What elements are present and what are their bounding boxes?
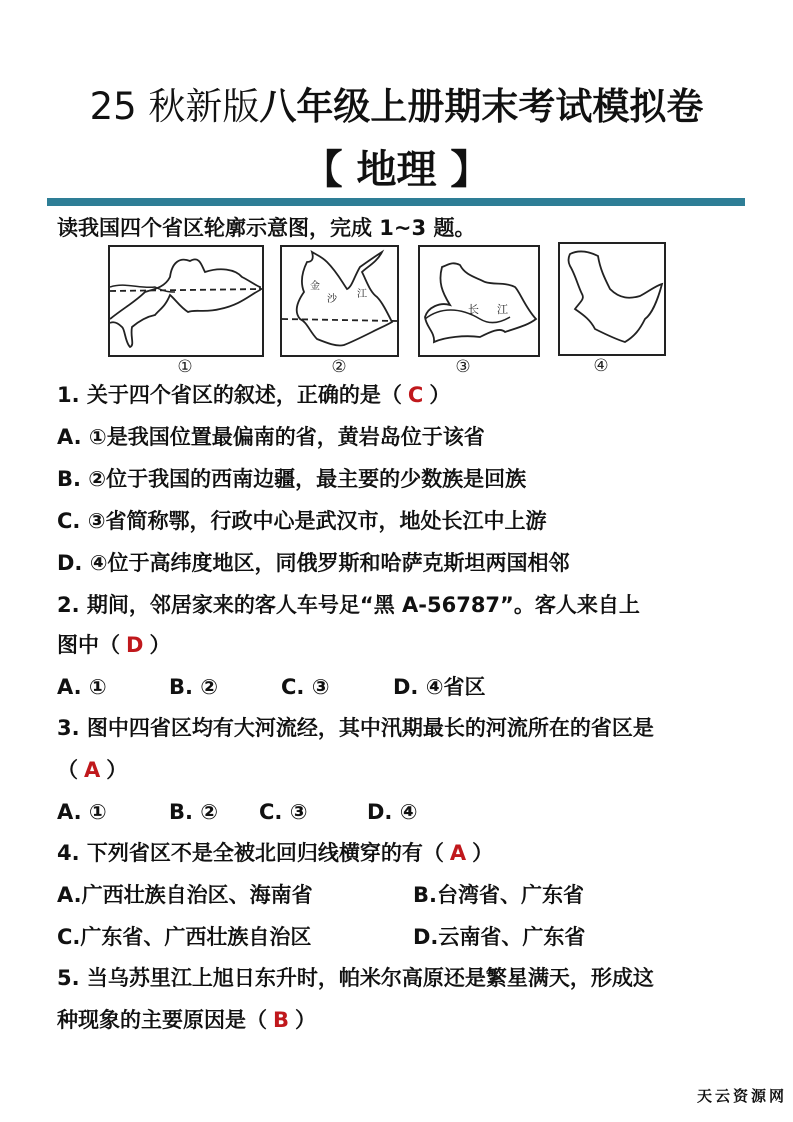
question-3-option-d: D. ④	[367, 800, 418, 824]
map-2-outline-icon	[282, 247, 397, 355]
question-4-option-a: A.广西壮族自治区、海南省	[57, 883, 313, 907]
answer-1: C	[407, 383, 424, 407]
svg-text:长: 长	[468, 303, 479, 316]
intro-text: 读我国四个省区轮廓示意图，完成 1~3 题。	[57, 216, 476, 240]
question-3: 3. 图中四省区均有大河流经，其中汛期最长的河流所在的省区是	[57, 716, 654, 740]
svg-text:江: 江	[357, 289, 367, 300]
header-divider	[47, 198, 745, 206]
watermark: 天云资源网	[696, 1087, 787, 1105]
question-1-option-a: A. ①是我国位置最偏南的省，黄岩岛位于该省	[57, 425, 485, 449]
title-main: 八年级上册期末考试模拟卷	[259, 85, 704, 128]
question-5-line2: 种现象的主要原因是（ B ）	[57, 1008, 317, 1032]
map-1-outline-icon	[110, 247, 262, 355]
question-4-option-b: B.台湾省、广东省	[413, 883, 584, 907]
question-3-option-a: A. ①	[57, 800, 107, 824]
question-3-option-b: B. ②	[169, 800, 219, 824]
title-prefix: 25 秋新版	[89, 85, 260, 128]
document-title	[0, 82, 793, 132]
question-2: 2. 期间，邻居家来的客人车号足“黑 A-56787”。客人来自上	[57, 593, 640, 617]
map-4-outline-icon	[560, 244, 664, 354]
map-2-river-label: 金	[310, 281, 320, 292]
map-1-guangdong	[108, 245, 264, 377]
map-4-label: ④	[593, 356, 609, 376]
question-5: 5. 当乌苏里江上旭日东升时，帕米尔高原还是繁星满天，形成这	[57, 966, 654, 990]
svg-text:江: 江	[497, 303, 508, 316]
question-2-line2: 图中（ D ）	[57, 633, 171, 657]
question-4-option-d: D.云南省、广东省	[413, 925, 586, 949]
question-4: 4. 下列省区不是全被北回归线横穿的有（ A ）	[57, 841, 494, 865]
question-4-option-c: C.广东省、广西壮族自治区	[57, 925, 312, 949]
question-1-option-c: C. ③省简称鄂，行政中心是武汉市，地处长江中上游	[57, 509, 547, 533]
answer-2: D	[126, 633, 144, 657]
svg-text:沙: 沙	[327, 294, 337, 305]
answer-5: B	[273, 1008, 290, 1032]
province-maps	[0, 240, 793, 380]
map-1-label: ①	[177, 357, 193, 377]
question-3-option-c: C. ③	[259, 800, 308, 824]
map-4-heilongjiang	[558, 242, 666, 376]
answer-3: A	[84, 758, 101, 782]
question-1: 1. 关于四个省区的叙述，正确的是（ C ）	[57, 383, 451, 407]
document-subtitle: 【 地理 】	[302, 147, 491, 193]
map-2-label: ②	[331, 357, 347, 377]
question-3-line2: （ A ）	[57, 758, 128, 782]
question-1-option-b: B. ②位于我国的西南边疆，最主要的少数族是回族	[57, 467, 527, 491]
map-2-yunnan	[280, 245, 399, 377]
question-3-options	[57, 797, 418, 827]
answer-4: A	[449, 841, 467, 865]
question-2-option-d: D. ④省区	[393, 675, 486, 699]
map-3-label: ③	[455, 357, 471, 377]
map-3-hubei	[418, 245, 540, 377]
question-1-option-d: D. ④位于高纬度地区，同俄罗斯和哈萨克斯坦两国相邻	[57, 551, 570, 575]
question-2-options	[57, 672, 486, 702]
question-2-option-c: C. ③	[281, 675, 330, 699]
question-2-option-a: A. ①	[57, 675, 107, 699]
map-3-outline-icon	[420, 247, 538, 355]
question-2-option-b: B. ②	[169, 675, 219, 699]
